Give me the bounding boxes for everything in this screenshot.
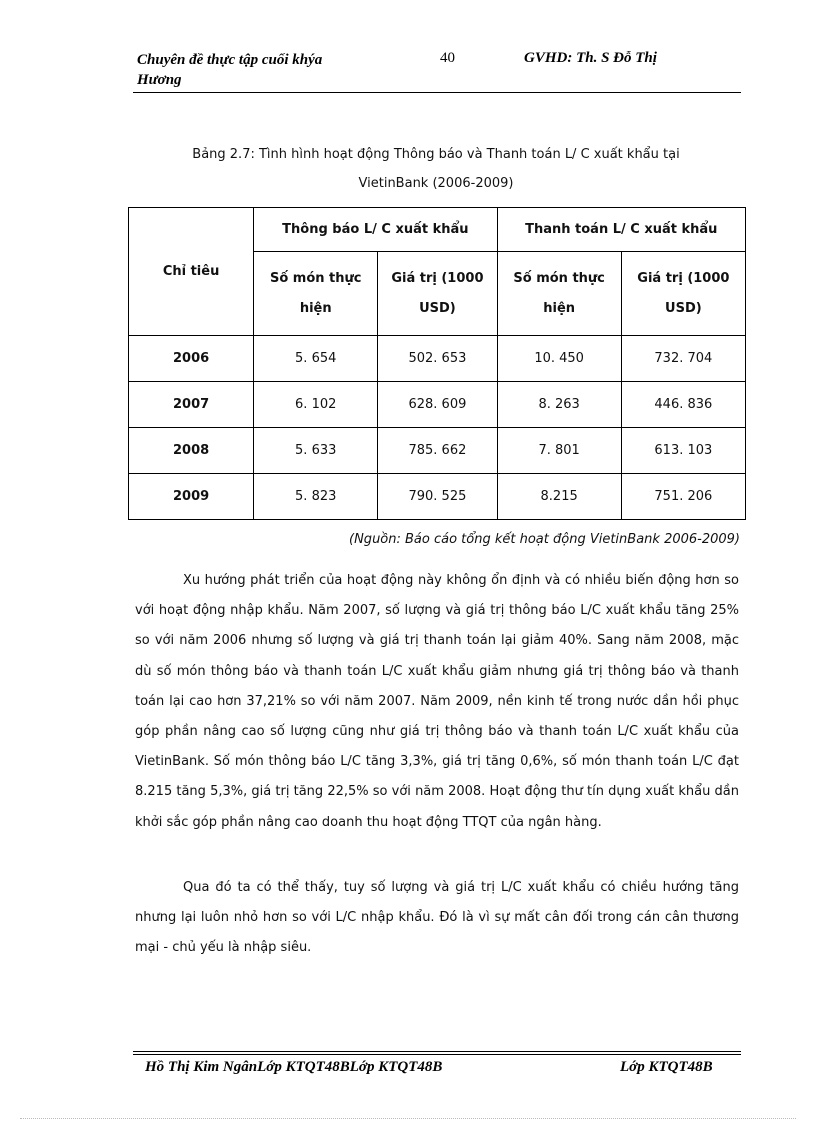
cell-tb-value: 628. 609 [378, 382, 497, 428]
header-rule [133, 92, 741, 93]
header-title-line1: Chuyên đề thực tập cuối khýa [137, 52, 323, 68]
lc-export-table [128, 207, 746, 520]
cell-tt-count: 10. 450 [497, 336, 621, 382]
paragraph-text: Qua đó ta có thể thấy, tuy số lượng và giá trị L/C xuất khẩu có chiều hướng tăng nhưng lại luôn nhỏ hơn so với L/C nhập khẩu. Đó là vì sự mất cân đối trong cán cân thương mại - chủ yếu là nhập siêu. [135, 880, 739, 956]
sub-tt-count-header: Số món thực hiện [497, 252, 621, 336]
row-year: 2006 [129, 336, 254, 382]
paragraph-text: Xu hướng phát triển của hoạt động này không ổn định và có nhiều biến động hơn so với hoạt động nhập khẩu. Năm 2007, số lượng và giá trị thông báo L/C xuất khẩu tăng 25% so với năm 2006 nhưng số lượng và giá trị thanh toán lại giảm 40%. Sang năm 2008, mặc dù số món thông báo và thanh toán L/C xuất khẩu giảm nhưng giá trị thông báo và thanh toán lại cao hơn 37,21% so với năm 2007. Năm 2009, nền kinh tế trong nước dần hồi phục góp phần nâng cao số lượng cũng như giá trị thông báo và thanh toán L/C xuất khẩu của VietinBank. Số món thông báo L/C tăng 3,3%, giá trị tăng 0,6%, số món thanh toán L/C đạt 8.215 tăng 5,3%, giá trị tăng 22,5% so với năm 2008. Hoạt động thư tín dụng xuất khẩu dần khởi sắc góp phần nâng cao doanh thu hoạt động TTQT của ngân hàng. [135, 573, 739, 830]
footer-rule-secondary [133, 1054, 741, 1055]
sub-tb-value-header: Giá trị (1000 USD) [378, 252, 497, 336]
table-header-row [129, 208, 746, 252]
page-bottom-border [20, 1118, 796, 1119]
cell-tb-count: 5. 823 [254, 474, 378, 520]
cell-tt-count: 8.215 [497, 474, 621, 520]
col-indicator-header: Chỉ tiêu [129, 208, 254, 336]
cell-tb-value: 785. 662 [378, 428, 497, 474]
header-title-line2: Hương [137, 72, 182, 88]
body-paragraph-1 [135, 566, 739, 838]
table-caption [130, 140, 742, 198]
sub-tb-count-header: Số món thực hiện [254, 252, 378, 336]
cell-tt-value: 732. 704 [621, 336, 745, 382]
table-row [129, 428, 746, 474]
cell-tb-value: 790. 525 [378, 474, 497, 520]
table-row [129, 474, 746, 520]
caption-line1: Bảng 2.7: Tình hình hoạt động Thông báo và Thanh toán L/ C xuất khẩu tại [192, 147, 680, 162]
cell-tt-value: 751. 206 [621, 474, 745, 520]
body-paragraph-2 [135, 873, 739, 964]
cell-tb-count: 5. 633 [254, 428, 378, 474]
caption-line2: VietinBank (2006-2009) [358, 176, 514, 191]
group-payment-header: Thanh toán L/ C xuất khẩu [497, 208, 745, 252]
group-notification-header: Thông báo L/ C xuất khẩu [254, 208, 497, 252]
cell-tt-count: 8. 263 [497, 382, 621, 428]
cell-tt-value: 613. 103 [621, 428, 745, 474]
footer-author: Hồ Thị Kim NgânLớp KTQT48BLớp KTQT48B [145, 1059, 443, 1075]
table-row [129, 336, 746, 382]
cell-tb-count: 6. 102 [254, 382, 378, 428]
cell-tb-value: 502. 653 [378, 336, 497, 382]
footer-rule [133, 1051, 741, 1052]
row-year: 2008 [129, 428, 254, 474]
header-supervisor: GVHD: Th. S Đỗ Thị [524, 50, 657, 66]
row-year: 2007 [129, 382, 254, 428]
footer-class: Lớp KTQT48B [620, 1059, 713, 1075]
row-year: 2009 [129, 474, 254, 520]
cell-tb-count: 5. 654 [254, 336, 378, 382]
cell-tt-count: 7. 801 [497, 428, 621, 474]
table-source-note: (Nguồn: Báo cáo tổng kết hoạt động VietinBank 2006-2009) [349, 532, 740, 547]
sub-tt-value-header: Giá trị (1000 USD) [621, 252, 745, 336]
cell-tt-value: 446. 836 [621, 382, 745, 428]
page-number: 40 [440, 50, 455, 66]
header-title [137, 50, 397, 90]
table-row [129, 382, 746, 428]
